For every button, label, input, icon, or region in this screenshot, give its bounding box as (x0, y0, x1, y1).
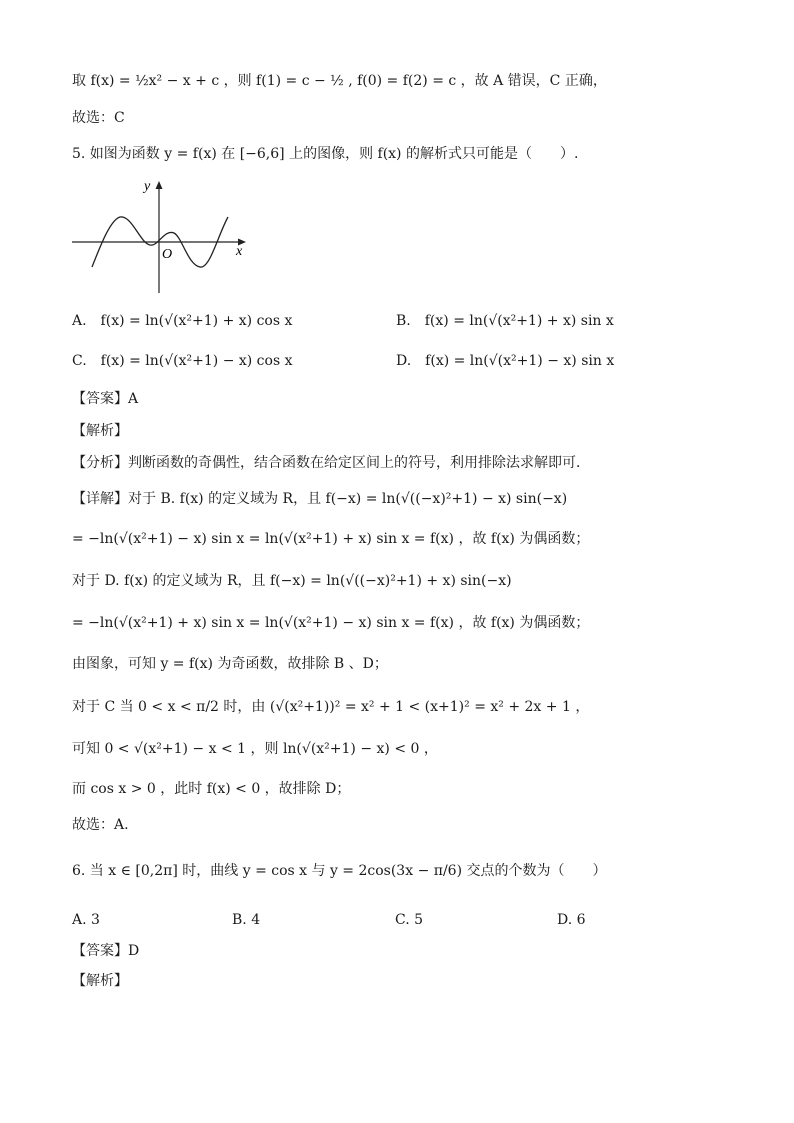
option-6-b: B. 4 (232, 912, 261, 928)
detail-line-6: 对于 C 当 0 < x < π/2 时，由 (√(x²+1))² = x² + 1 < (x+1)² = x² + 2x + 1 ， (72, 699, 590, 715)
text-line-2: 故选：C (72, 110, 125, 126)
choose-5: 故选：A. (72, 817, 129, 833)
option-5-a: A. f(x) = ln(√(x²+1) + x) cos x (72, 313, 293, 329)
detail-line-3: 对于 D. f(x) 的定义域为 R，且 f(−x) = ln(√((−x)²+1) + x) sin(−x) (72, 573, 512, 589)
detail-line-7: 可知 0 < √(x²+1) − x < 1 ，则 ln(√(x²+1) − x) < 0 ， (72, 741, 438, 757)
option-6-c: C. 5 (395, 912, 424, 928)
option-5-d: D. f(x) = ln(√(x²+1) − x) sin x (396, 353, 615, 369)
question-5-stem: 5. 如图为函数 y = f(x) 在 [−6,6] 上的图像，则 f(x) 的解析式只可能是（ ）. (72, 146, 579, 162)
text-line-1: 取 f(x) = ½x² − x + c ，则 f(1) = c − ½ , f(0) = f(2) = c ，故 A 错误，C 正确， (72, 73, 607, 89)
answer-5: 【答案】A (72, 391, 139, 407)
option-5-b: B. f(x) = ln(√(x²+1) + x) sin x (396, 313, 614, 329)
option-6-a: A. 3 (72, 912, 100, 928)
origin-label: O (162, 247, 173, 262)
y-axis-label: y (144, 179, 151, 194)
option-6-d: D. 6 (557, 912, 586, 928)
fenxi-line: 【分析】判断函数的奇偶性，结合函数在给定区间上的符号，利用排除法求解即可． (72, 455, 590, 471)
detail-line-8: 而 cos x > 0 ，此时 f(x) < 0 ，故排除 D； (72, 781, 351, 797)
detail-line-5: 由图象，可知 y = f(x) 为奇函数，故排除 B 、D； (72, 656, 388, 672)
answer-6: 【答案】D (72, 943, 140, 959)
detail-line-4: = −ln(√(x²+1) + x) sin x = ln(√(x²+1) − x) sin x = f(x) ，故 f(x) 为偶函数； (72, 615, 590, 631)
detail-line-1: 【详解】对于 B. f(x) 的定义域为 R，且 f(−x) = ln(√((−x)²+1) − x) sin(−x) (72, 491, 568, 507)
detail-line-2: = −ln(√(x²+1) − x) sin x = ln(√(x²+1) + x) sin x = f(x) ，故 f(x) 为偶函数； (72, 531, 590, 547)
option-5-c: C. f(x) = ln(√(x²+1) − x) cos x (72, 353, 293, 369)
x-axis-label: x (236, 244, 243, 259)
analysis-5-heading: 【解析】 (72, 423, 128, 439)
function-graph (70, 175, 250, 295)
question-6-stem: 6. 当 x ∈ [0,2π] 时，曲线 y = cos x 与 y = 2cos(3x − π/6) 交点的个数为（ ） (72, 863, 607, 879)
y-axis-arrow (156, 181, 163, 189)
analysis-6-heading: 【解析】 (72, 973, 128, 989)
